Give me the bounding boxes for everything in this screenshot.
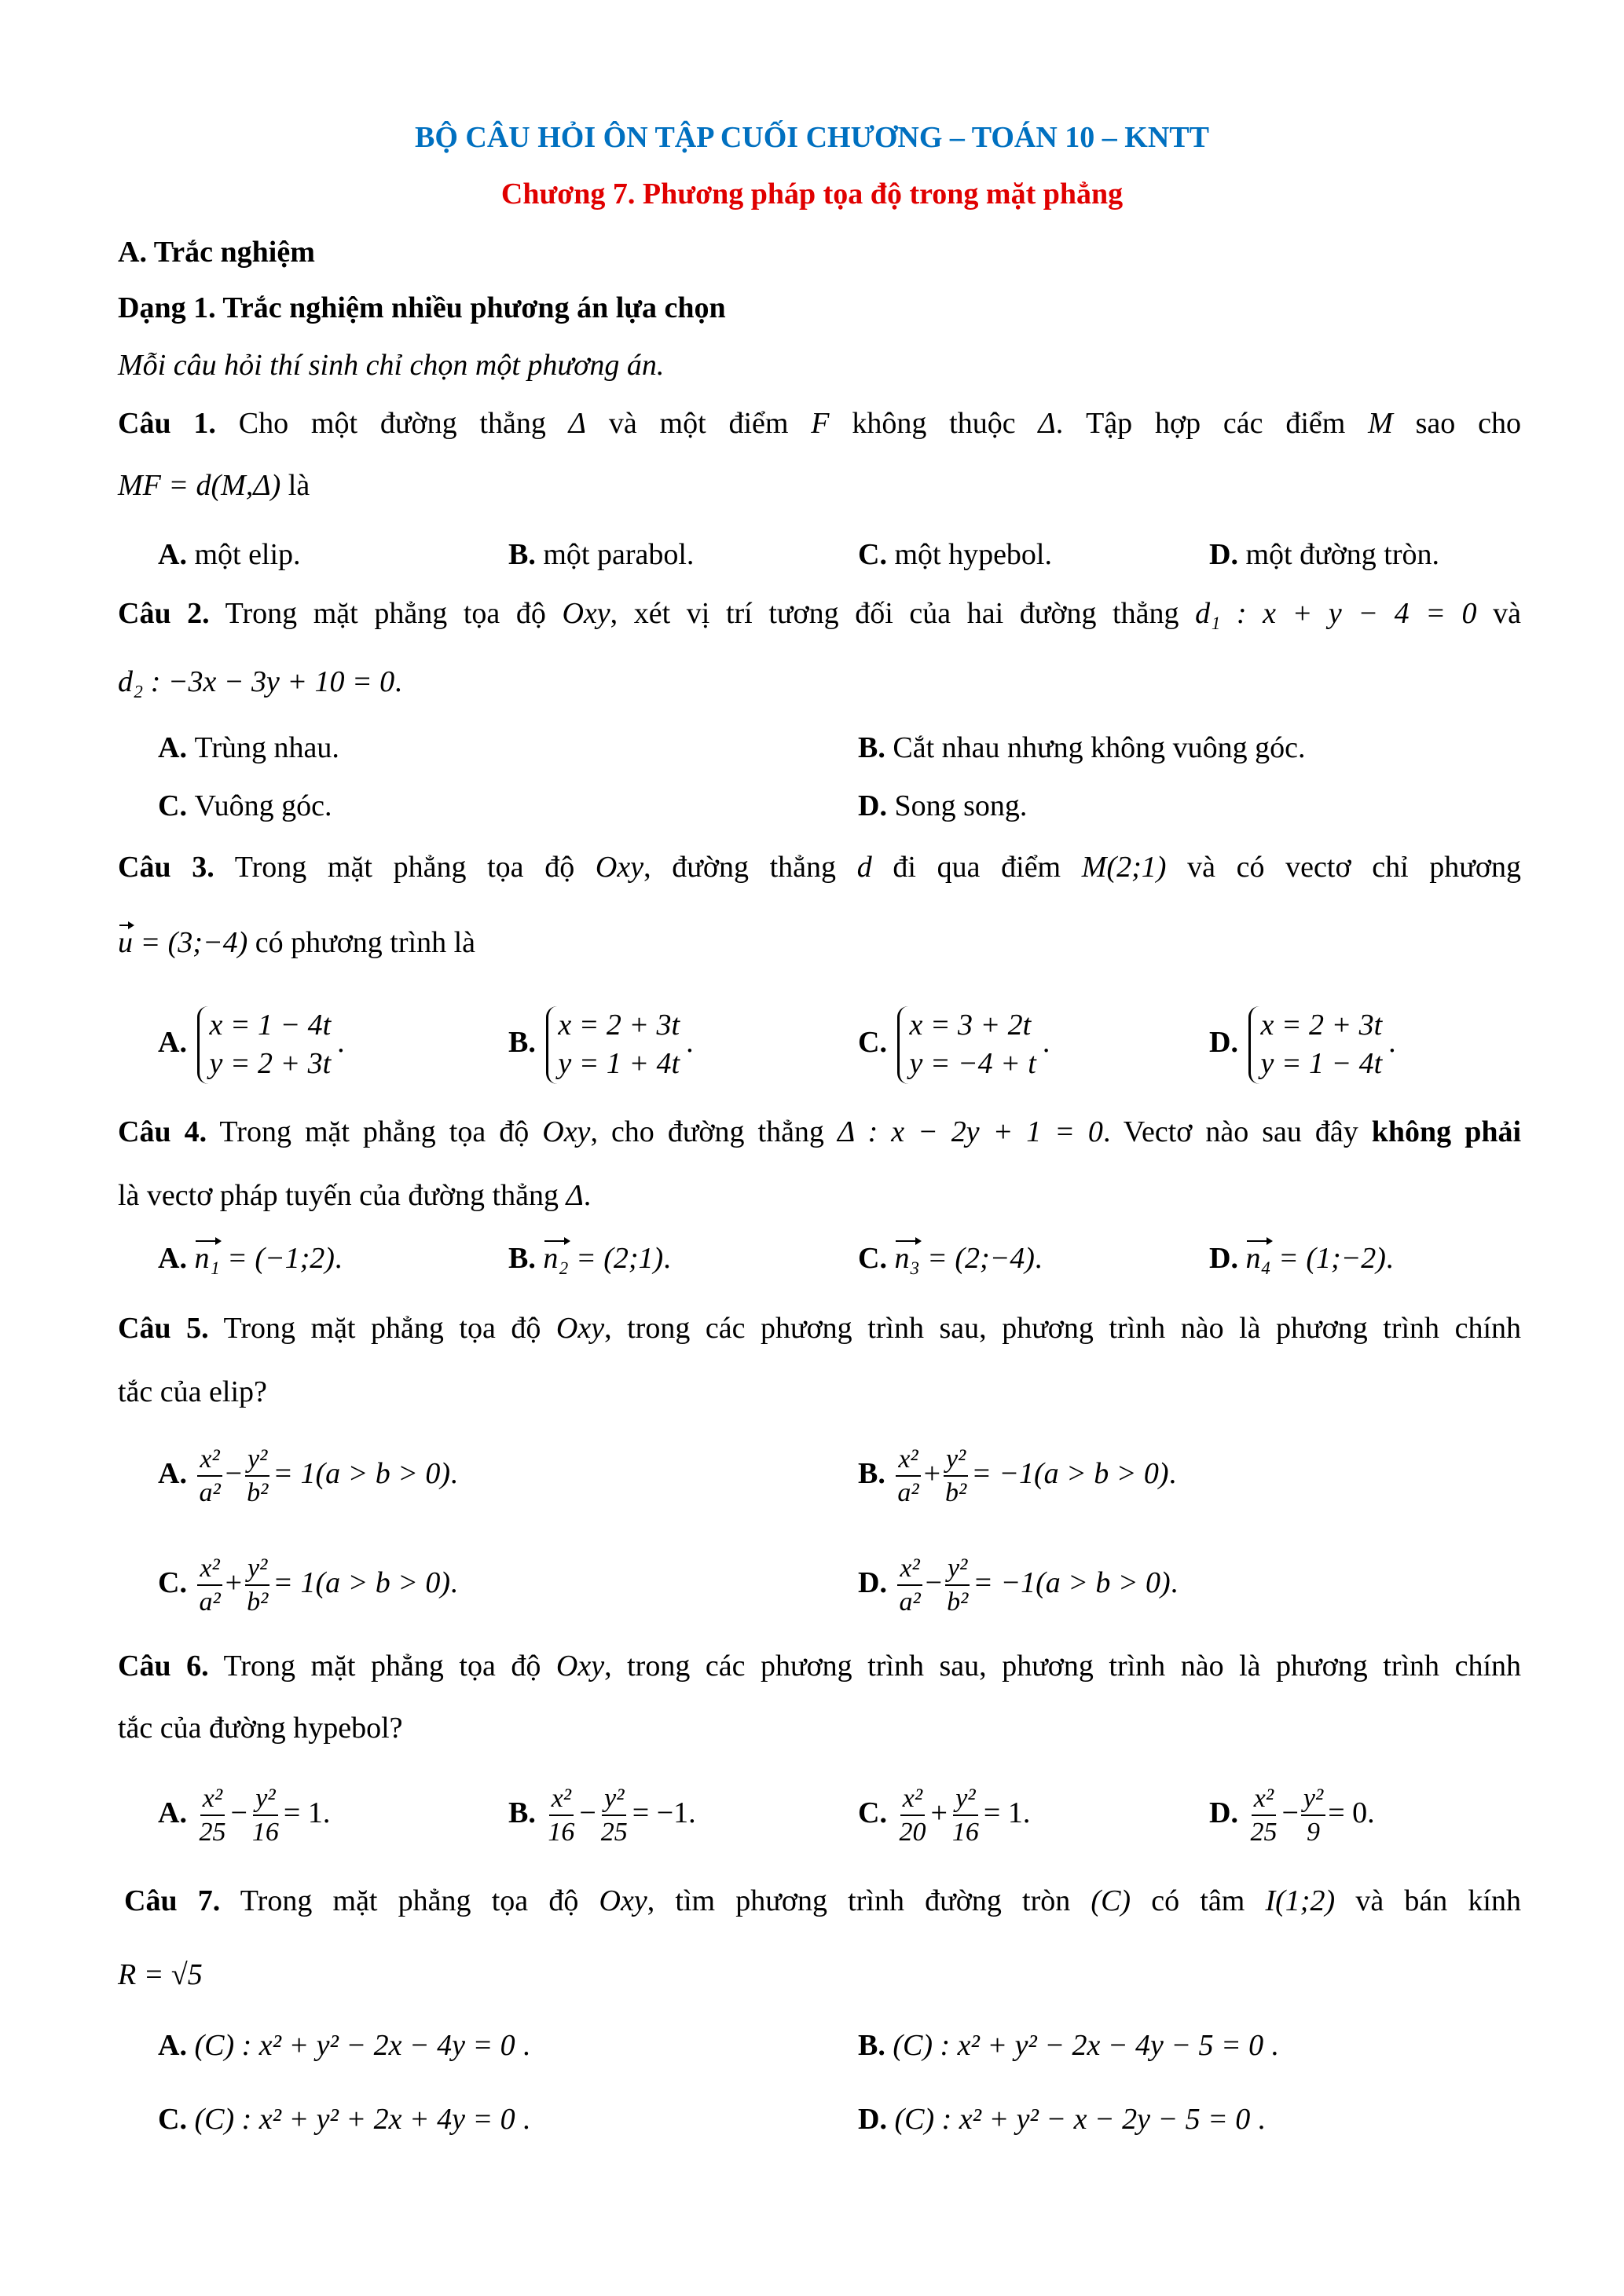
text-segment: .: [515, 2029, 530, 2062]
answer-option-a[interactable]: [158, 733, 339, 763]
option-letter: D.: [1209, 1242, 1246, 1275]
text-segment: Trong mặt phẳng tọa độ: [220, 1884, 599, 1917]
text-segment: −: [230, 1796, 247, 1829]
fraction: [895, 1445, 921, 1508]
math-expression: (C) : x² + y² − 2x − 4y = 0: [194, 2029, 515, 2062]
fraction-numerator: x²: [200, 1784, 225, 1816]
option-letter: C.: [858, 538, 895, 571]
text-segment: Trùng nhau.: [194, 731, 339, 764]
equation-system: [1248, 1006, 1385, 1084]
answer-option-d[interactable]: [1209, 1782, 1375, 1847]
fraction-denominator: 20: [899, 1818, 926, 1847]
fraction: [244, 1445, 270, 1508]
text-segment: Trong mặt phẳng tọa độ: [207, 1115, 543, 1148]
system-row: x = 1 − 4t: [209, 1009, 332, 1042]
fraction: [599, 1784, 630, 1847]
fraction: [250, 1784, 281, 1847]
answer-option-d[interactable]: [858, 791, 1027, 821]
text-segment: Trong mặt phẳng tọa độ: [208, 1650, 556, 1683]
fraction: [1301, 1784, 1325, 1847]
fraction-numerator: x²: [1252, 1784, 1276, 1816]
vector-symbol: n₄: [1245, 1242, 1271, 1275]
option-letter: A.: [158, 1796, 195, 1829]
math-expression: Oxy: [555, 1650, 605, 1683]
fraction-numerator: y²: [1301, 1784, 1325, 1816]
text-segment: , tìm phương trình đường tròn: [647, 1884, 1091, 1917]
math-expression: d: [856, 851, 872, 884]
fraction-numerator: x²: [197, 1445, 222, 1477]
answer-option-c[interactable]: [158, 1551, 458, 1617]
answer-option-a[interactable]: [158, 2031, 530, 2060]
option-letter: B.: [508, 538, 544, 571]
answer-option-d[interactable]: [1209, 1243, 1393, 1273]
text-segment: . Tập hợp các điểm: [1055, 407, 1369, 440]
text-segment: +: [225, 1566, 243, 1599]
option-letter: C.: [858, 1242, 895, 1275]
math-expression: (C) : x² + y² − 2x − 4y − 5 = 0: [893, 2029, 1264, 2062]
option-letter: C.: [858, 1796, 895, 1829]
answer-option-d[interactable]: [1209, 540, 1439, 569]
fraction-numerator: x²: [549, 1784, 574, 1816]
math-expression: = 1(a > b > 0): [273, 1566, 451, 1599]
answer-option-c[interactable]: [158, 2104, 530, 2134]
question-label: Câu 4.: [118, 1115, 207, 1148]
vector-symbol: n₂: [543, 1242, 569, 1275]
fraction-numerator: y²: [602, 1784, 626, 1816]
math-expression: (C) : x² + y² − x − 2y − 5 = 0: [894, 2103, 1251, 2136]
math-expression: Oxy: [555, 1312, 605, 1345]
option-letter: B.: [858, 1457, 893, 1490]
answer-option-a[interactable]: [158, 1243, 342, 1273]
text-segment: .: [1263, 2029, 1279, 2062]
text-segment: .: [1385, 1242, 1394, 1275]
text-segment: −: [225, 1457, 243, 1490]
fraction: [545, 1784, 577, 1847]
fraction: [896, 1554, 922, 1617]
question-text-continued: [118, 471, 310, 500]
math-expression: Δ: [568, 407, 586, 440]
text-segment: .: [450, 1457, 458, 1490]
text-segment: Cắt nhau nhưng không vuông góc.: [893, 731, 1306, 764]
question-label: Câu 2.: [118, 597, 210, 630]
system-row: y = 1 + 4t: [558, 1047, 680, 1081]
equation-system: [197, 1006, 334, 1084]
math-expression: Oxy: [562, 597, 610, 630]
option-letter: D.: [1209, 538, 1246, 571]
question-text: [118, 408, 1521, 438]
answer-option-b[interactable]: [508, 1243, 671, 1273]
fraction: [943, 1445, 969, 1508]
option-letter: C.: [158, 789, 195, 822]
fraction-numerator: x²: [197, 1554, 222, 1586]
text-segment: .: [450, 1566, 458, 1599]
text-segment: Song song.: [894, 789, 1028, 822]
answer-option-b[interactable]: [508, 1006, 694, 1084]
fraction-numerator: x²: [897, 1554, 922, 1586]
option-letter: A.: [158, 1457, 195, 1490]
answer-option-a[interactable]: [158, 1006, 345, 1084]
answer-option-d[interactable]: [858, 2104, 1265, 2134]
text-segment: +: [930, 1796, 948, 1829]
answer-option-d[interactable]: [858, 1551, 1178, 1617]
text-segment: là: [280, 469, 310, 502]
option-letter: D.: [858, 789, 895, 822]
text-segment: một hypebol.: [894, 538, 1052, 571]
answer-option-b[interactable]: [858, 733, 1305, 763]
system-row: y = 2 + 3t: [209, 1047, 332, 1081]
fraction: [1248, 1784, 1279, 1847]
math-expression: (C): [1091, 1884, 1131, 1917]
text-segment: .: [515, 2103, 530, 2136]
fraction-denominator: 25: [600, 1818, 628, 1847]
option-letter: D.: [1209, 1026, 1246, 1060]
text-segment: = 1.: [283, 1796, 331, 1829]
text-segment: .: [686, 1026, 694, 1060]
text-segment: .: [1388, 1026, 1396, 1060]
question-text-continued: [118, 1713, 403, 1743]
bold-text: không phải: [1371, 1115, 1522, 1148]
math-expression: Oxy: [542, 1115, 591, 1148]
math-expression: M(2;1): [1081, 851, 1167, 884]
answer-option-a[interactable]: [158, 1442, 458, 1508]
answer-option-c[interactable]: [858, 1243, 1042, 1273]
fraction-numerator: y²: [953, 1784, 977, 1816]
fraction: [950, 1784, 981, 1847]
vector-symbol: u: [118, 926, 133, 959]
text-segment: .: [1042, 1026, 1050, 1060]
text-segment: −: [579, 1796, 596, 1829]
option-letter: A.: [158, 2029, 195, 2062]
text-segment: = −1.: [632, 1796, 696, 1829]
text-segment: .: [1034, 1242, 1043, 1275]
text-segment: , đường thẳng: [643, 851, 857, 884]
question-text-continued: [118, 1377, 267, 1407]
math-expression: = −1(a > b > 0): [971, 1457, 1169, 1490]
math-expression: = (2;−4): [919, 1242, 1035, 1275]
math-expression: Oxy: [599, 1884, 647, 1917]
fraction-numerator: x²: [900, 1784, 925, 1816]
text-segment: Cho một đường thẳng: [215, 407, 569, 440]
fraction-denominator: a²: [199, 1587, 221, 1617]
text-segment: , trong các phương trình sau, phương trình nào là phương trình chính: [604, 1650, 1521, 1683]
text-segment: = 0.: [1328, 1796, 1375, 1829]
question-label: Câu 7.: [124, 1884, 221, 1917]
text-segment: , cho đường thẳng: [590, 1115, 838, 1148]
text-segment: và có vectơ chỉ phương: [1166, 851, 1522, 884]
text-segment: là vectơ pháp tuyến của đường thẳng: [118, 1179, 566, 1212]
fraction-numerator: y²: [253, 1784, 277, 1816]
text-segment: một đường tròn.: [1245, 538, 1439, 571]
fraction-denominator: 25: [1250, 1818, 1278, 1847]
answer-option-c[interactable]: [158, 791, 332, 821]
option-letter: A.: [158, 1026, 195, 1060]
option-letter: B.: [858, 2029, 893, 2062]
math-expression: Δ: [566, 1179, 584, 1212]
answer-option-a[interactable]: [158, 540, 301, 569]
fraction-numerator: y²: [944, 1445, 968, 1477]
text-segment: Trong mặt phẳng tọa độ: [209, 597, 563, 630]
text-segment: không thuộc: [829, 407, 1039, 440]
chapter-title: Chương 7. Phương pháp tọa độ trong mặt phẳng: [500, 178, 1124, 211]
vector-symbol: n₃: [894, 1242, 920, 1275]
text-segment: tắc của elip?: [118, 1375, 267, 1408]
fraction-denominator: 16: [951, 1818, 979, 1847]
option-letter: C.: [158, 1566, 195, 1599]
answer-option-d[interactable]: [1209, 1006, 1396, 1084]
answer-option-c[interactable]: [858, 1782, 1030, 1847]
fraction-denominator: 16: [251, 1818, 279, 1847]
text-segment: .: [1170, 1566, 1179, 1599]
math-expression: R = √5: [118, 1958, 203, 1991]
fraction: [196, 1784, 228, 1847]
fraction-denominator: b²: [945, 1478, 967, 1508]
math-expression: = (−1;2): [219, 1242, 335, 1275]
math-expression: Δ : x − 2y + 1 = 0: [837, 1115, 1103, 1148]
question-text-continued: [118, 1960, 203, 1990]
option-letter: A.: [158, 731, 195, 764]
question-label: Câu 6.: [118, 1650, 209, 1683]
text-segment: một parabol.: [543, 538, 695, 571]
math-expression: Δ: [1038, 407, 1056, 440]
text-segment: tắc của đường hypebol?: [118, 1712, 403, 1745]
question-text: [118, 1117, 1521, 1147]
text-segment: , trong các phương trình sau, phương trình nào là phương trình chính: [604, 1312, 1521, 1345]
question-text: [118, 1651, 1521, 1681]
question-text-continued: [118, 667, 402, 697]
fraction-denominator: b²: [247, 1478, 269, 1508]
system-row: x = 3 + 2t: [909, 1009, 1032, 1042]
question-text: [118, 1313, 1521, 1343]
text-segment: Vuông góc.: [194, 789, 332, 822]
fraction: [196, 1445, 222, 1508]
math-expression: I(1;2): [1265, 1884, 1336, 1917]
answer-option-b[interactable]: [508, 1782, 696, 1847]
option-letter: D.: [858, 1566, 895, 1599]
text-segment: . Vectơ nào sau đây: [1102, 1115, 1372, 1148]
text-segment: −: [1281, 1796, 1299, 1829]
instruction: Mỗi câu hỏi thí sinh chỉ chọn một phương án.: [118, 349, 665, 382]
math-expression: = 1(a > b > 0): [273, 1457, 451, 1490]
math-expression: d₂ : −3x − 3y + 10 = 0: [118, 665, 395, 698]
system-row: x = 2 + 3t: [558, 1009, 680, 1042]
question-label: Câu 5.: [118, 1312, 209, 1345]
text-segment: .: [1250, 2103, 1266, 2136]
fraction-denominator: 25: [199, 1818, 226, 1847]
math-expression: MF = d(M,Δ): [118, 469, 281, 502]
math-expression: = (2;1): [568, 1242, 664, 1275]
text-segment: đi qua điểm: [871, 851, 1082, 884]
text-segment: có tâm: [1131, 1884, 1266, 1917]
fraction-denominator: a²: [897, 1478, 919, 1508]
option-letter: B.: [508, 1026, 544, 1060]
text-segment: .: [334, 1242, 343, 1275]
section-heading: A. Trắc nghiệm: [118, 236, 315, 269]
text-segment: một elip.: [194, 538, 301, 571]
system-row: y = −4 + t: [909, 1047, 1036, 1081]
text-segment: .: [394, 665, 402, 698]
math-expression: M: [1368, 407, 1393, 440]
answer-option-b[interactable]: [858, 2031, 1278, 2060]
option-letter: B.: [508, 1796, 544, 1829]
question-text: [124, 1886, 1521, 1916]
answer-option-c[interactable]: [858, 1006, 1050, 1084]
math-expression: = (3;−4): [133, 926, 248, 959]
system-row: y = 1 − 4t: [1260, 1047, 1383, 1081]
fraction-numerator: y²: [245, 1554, 269, 1586]
question-text-continued: [118, 928, 475, 958]
math-expression: F: [811, 407, 830, 440]
fraction-denominator: b²: [247, 1587, 269, 1617]
question-type-heading: Dạng 1. Trắc nghiệm nhiều phương án lựa chọn: [118, 291, 726, 324]
fraction-numerator: x²: [896, 1445, 920, 1477]
question-text: [118, 852, 1521, 882]
text-segment: và bán kính: [1335, 1884, 1521, 1917]
question-label: Câu 1.: [118, 407, 216, 440]
option-letter: B.: [858, 731, 893, 764]
option-letter: C.: [858, 1026, 895, 1060]
option-letter: B.: [508, 1242, 544, 1275]
fraction-denominator: b²: [947, 1587, 969, 1617]
system-row: x = 2 + 3t: [1260, 1009, 1383, 1042]
text-segment: = 1.: [983, 1796, 1031, 1829]
math-expression: d₁ : x + y − 4 = 0: [1195, 597, 1477, 630]
text-segment: và một điểm: [585, 407, 812, 440]
equation-system: [897, 1006, 1039, 1084]
option-letter: D.: [858, 2103, 895, 2136]
fraction-numerator: y²: [945, 1554, 970, 1586]
fraction: [196, 1554, 222, 1617]
question-text-continued: [118, 1181, 591, 1210]
answer-option-c[interactable]: [858, 540, 1052, 569]
fraction: [244, 1554, 270, 1617]
text-segment: và: [1476, 597, 1521, 630]
fraction: [944, 1554, 970, 1617]
fraction-denominator: a²: [199, 1478, 221, 1508]
equation-system: [546, 1006, 683, 1084]
text-segment: −: [925, 1566, 943, 1599]
text-segment: .: [1168, 1457, 1177, 1490]
math-expression: Oxy: [595, 851, 644, 884]
option-letter: C.: [158, 2103, 195, 2136]
fraction-denominator: 9: [1307, 1818, 1321, 1847]
fraction-denominator: 16: [548, 1818, 575, 1847]
question-label: Câu 3.: [118, 851, 214, 884]
answer-option-a[interactable]: [158, 1782, 330, 1847]
text-segment: Trong mặt phẳng tọa độ: [214, 851, 596, 884]
answer-option-b[interactable]: [858, 1442, 1176, 1508]
question-text: [118, 599, 1521, 628]
vector-symbol: n₁: [194, 1242, 220, 1275]
fraction-denominator: a²: [899, 1587, 921, 1617]
text-segment: .: [663, 1242, 671, 1275]
option-letter: A.: [158, 1242, 195, 1275]
text-segment: +: [923, 1457, 940, 1490]
answer-option-b[interactable]: [508, 540, 694, 569]
math-expression: = −1(a > b > 0): [973, 1566, 1171, 1599]
option-letter: D.: [1209, 1796, 1246, 1829]
text-segment: có phương trình là: [247, 926, 475, 959]
fraction: [896, 1784, 928, 1847]
document-title: BỘ CÂU HỎI ÔN TẬP CUỐI CHƯƠNG – TOÁN 10 – KNTT: [415, 121, 1209, 154]
math-expression: = (1;−2): [1270, 1242, 1386, 1275]
text-segment: Trong mặt phẳng tọa độ: [208, 1312, 556, 1345]
text-segment: .: [583, 1179, 592, 1212]
text-segment: sao cho: [1392, 407, 1521, 440]
text-segment: .: [337, 1026, 345, 1060]
math-expression: (C) : x² + y² + 2x + 4y = 0: [194, 2103, 515, 2136]
fraction-numerator: y²: [245, 1445, 269, 1477]
text-segment: , xét vị trí tương đối của hai đường thẳng: [610, 597, 1196, 630]
option-letter: A.: [158, 538, 195, 571]
